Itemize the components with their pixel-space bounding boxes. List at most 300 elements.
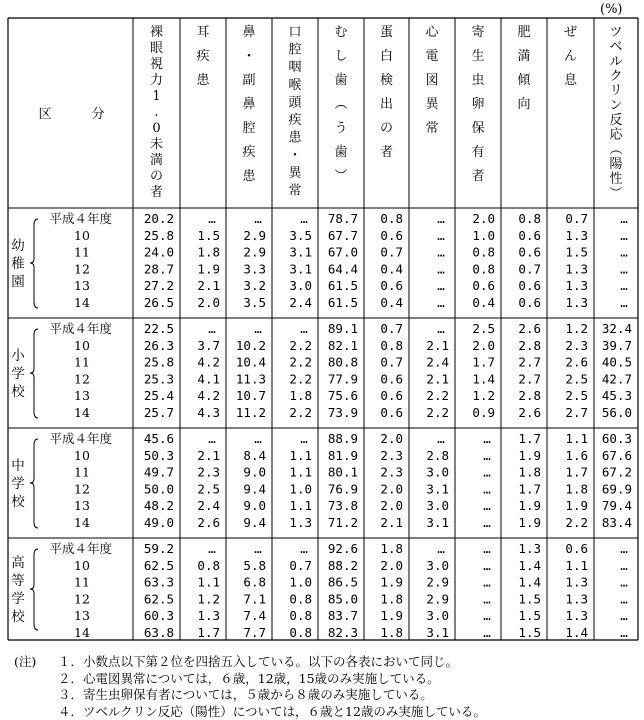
table-cell: 2.5 <box>472 321 495 336</box>
row-year: 10 <box>74 338 90 353</box>
table-row <box>49 431 632 446</box>
table-cell: 3.7 <box>197 338 220 353</box>
table-cell: 4.2 <box>197 355 220 370</box>
table-cell: 86.5 <box>328 575 358 590</box>
table-cell: 1.3 <box>565 591 588 606</box>
table-cell: 2.2 <box>289 338 312 353</box>
table-row <box>74 575 628 590</box>
table-cell: 2.0 <box>380 481 403 496</box>
table-cell: 0.4 <box>380 261 403 276</box>
table-cell: … <box>483 541 491 556</box>
table-row <box>74 591 628 606</box>
table-cell: … <box>483 591 491 606</box>
column-header-char: 歯 <box>334 144 347 160</box>
column-header-char: 寄 <box>471 24 484 40</box>
table-cell: 67.6 <box>602 448 632 463</box>
table-cell: 2.2 <box>289 371 312 386</box>
table-cell: … <box>437 321 445 336</box>
column-header-char: 蛋 <box>380 25 393 40</box>
table-cell: … <box>620 591 628 606</box>
table-cell: … <box>437 228 445 243</box>
table-cell: 3.0 <box>289 278 312 293</box>
section-name-char: 幼 <box>11 238 25 254</box>
column-header-char: 常 <box>425 120 438 136</box>
table-cell: 1.3 <box>565 278 588 293</box>
section-name-char: 高 <box>11 554 25 571</box>
row-year: 11 <box>74 245 90 260</box>
row-year: 11 <box>74 465 90 480</box>
table-cell: 6.8 <box>243 575 266 590</box>
table-cell: 42.7 <box>602 371 632 386</box>
section-4 <box>11 541 628 640</box>
table-cell: … <box>208 211 216 226</box>
table-cell: 82.1 <box>328 338 358 353</box>
table-cell: 40.5 <box>602 355 632 370</box>
table-cell: 25.8 <box>144 228 174 243</box>
table-cell: … <box>620 625 628 640</box>
table-row <box>74 448 632 463</box>
table-cell: 3.3 <box>243 261 266 276</box>
column-header-char: ツ <box>609 25 622 40</box>
table-cell: 1.5 <box>565 245 588 260</box>
table-cell: 3.0 <box>426 498 449 513</box>
table-cell: 0.9 <box>472 405 495 420</box>
table-cell: 1.0 <box>289 575 312 590</box>
table-cell: 11.3 <box>236 371 266 386</box>
table-cell: 49.0 <box>144 515 174 530</box>
table-cell: 0.6 <box>380 278 403 293</box>
table-cell: 28.7 <box>144 261 174 276</box>
table-cell: … <box>437 211 445 226</box>
column-header-char: 鼻 <box>242 96 255 112</box>
table-cell: 1.5 <box>518 591 541 606</box>
table-cell: 3.5 <box>289 228 312 243</box>
table-cell: 1.3 <box>565 575 588 590</box>
table-cell: 0.7 <box>380 355 403 370</box>
section-name-char: 中 <box>11 457 25 474</box>
table-cell: … <box>620 245 628 260</box>
table-cell: 4.1 <box>197 371 220 386</box>
note-item: ４．ツベルクリン反応（陽性）については，６歳と12歳のみ実施している。 <box>58 704 486 720</box>
table-cell: 0.7 <box>565 211 588 226</box>
table-cell: 4.2 <box>197 388 220 403</box>
section-name-char: 学 <box>11 476 25 492</box>
section-bracket <box>30 219 38 308</box>
table-cell: … <box>254 321 262 336</box>
column-header-char: 腔 <box>242 121 255 136</box>
column-header-char: 異 <box>288 166 302 181</box>
table-row <box>74 278 628 293</box>
row-year: 14 <box>74 405 90 420</box>
table-cell: 76.9 <box>328 481 358 496</box>
table-cell: 78.7 <box>328 211 358 226</box>
table-cell: 2.5 <box>565 371 588 386</box>
column-header-char: 保 <box>471 121 484 136</box>
table-cell: 2.4 <box>197 498 220 513</box>
table-cell: 9.0 <box>243 465 266 480</box>
column-header-char: の <box>150 169 163 184</box>
row-year: 12 <box>74 481 90 496</box>
section-name-char: 校 <box>11 608 25 625</box>
column-header-char: 電 <box>425 49 438 64</box>
column-header-char: リ <box>609 84 622 99</box>
table-cell: 1.9 <box>518 448 541 463</box>
column-header-char: 満 <box>517 49 530 64</box>
table-cell: 2.0 <box>380 498 403 513</box>
column-header-char: う <box>334 121 347 136</box>
table-cell: 88.9 <box>328 431 358 446</box>
table-cell: 71.2 <box>328 515 358 530</box>
row-year: 平成４年度 <box>49 541 112 556</box>
section-name-char: 学 <box>11 591 25 607</box>
table-cell: 2.1 <box>426 371 449 386</box>
table-cell: 1.8 <box>518 465 541 480</box>
table-cell: 1.1 <box>197 575 220 590</box>
table-cell: 1.8 <box>565 481 588 496</box>
table-cell: 1.7 <box>472 355 495 370</box>
note-item: ２．心電図異常については，６歳，12歳，15歳のみ実施している。 <box>58 671 486 688</box>
table-cell: … <box>208 321 216 336</box>
table-cell: 20.2 <box>144 211 174 226</box>
table-cell: 62.5 <box>144 558 174 573</box>
header-division: 分 <box>91 107 104 122</box>
table-cell: … <box>483 448 491 463</box>
table-cell: 7.4 <box>243 608 266 623</box>
table-cell: 1.3 <box>518 541 541 556</box>
column-header-char: 出 <box>380 96 393 112</box>
table-cell: 0.6 <box>518 278 541 293</box>
column-header <box>334 25 347 184</box>
table-cell: 2.1 <box>426 338 449 353</box>
column-header-char: 肥 <box>517 25 530 40</box>
row-year: 13 <box>74 388 90 403</box>
column-header-char: ︶ <box>334 169 347 184</box>
table-cell: 1.9 <box>518 498 541 513</box>
table-cell: … <box>300 541 308 556</box>
table-cell: 0.8 <box>472 245 495 260</box>
table-cell: 2.4 <box>289 295 312 310</box>
column-header-char: 反 <box>609 113 622 128</box>
table-cell: 9.4 <box>243 481 266 496</box>
table-cell: … <box>208 541 216 556</box>
column-header-char: ベ <box>609 40 622 55</box>
table-cell: … <box>620 228 628 243</box>
table-cell: 75.6 <box>328 388 358 403</box>
column-header-char: 卵 <box>471 97 484 112</box>
table-cell: 10.4 <box>236 355 266 370</box>
table-cell: 27.2 <box>144 278 174 293</box>
column-header-char: 副 <box>242 73 255 88</box>
column-header-char: 頭 <box>288 95 302 110</box>
column-header <box>380 25 393 160</box>
table-cell: 26.3 <box>144 338 174 353</box>
table-cell: 0.6 <box>380 228 403 243</box>
table-row <box>74 405 632 420</box>
table-cell: 59.2 <box>144 541 174 556</box>
table-cell: 2.2 <box>289 355 312 370</box>
table-cell: 25.8 <box>144 355 174 370</box>
table-cell: 0.7 <box>380 245 403 260</box>
row-year: 平成４年度 <box>49 321 112 336</box>
column-header-char: 喉 <box>288 78 301 93</box>
column-header-char: 異 <box>425 97 439 112</box>
table-cell: 2.6 <box>518 321 541 336</box>
table-cell: 80.1 <box>328 465 358 480</box>
table-cell: … <box>483 515 491 530</box>
table-cell: 3.0 <box>426 608 449 623</box>
table-cell: 67.7 <box>328 228 358 243</box>
table-cell: 61.5 <box>328 278 358 293</box>
table-cell: … <box>620 278 628 293</box>
column-header-char: 陽 <box>609 157 622 172</box>
column-header-char: 心 <box>425 25 439 40</box>
section-name-char: 学 <box>11 366 25 382</box>
table-cell: 2.9 <box>243 245 266 260</box>
column-header <box>609 25 623 201</box>
table-cell: 2.8 <box>518 388 541 403</box>
table-cell: 1.5 <box>518 625 541 640</box>
table-cell: 0.8 <box>518 211 541 226</box>
table-cell: 22.5 <box>144 321 174 336</box>
column-header-char: 者 <box>471 168 484 184</box>
column-header-char: 咽 <box>288 60 301 75</box>
table-cell: 1.9 <box>565 498 588 513</box>
table-cell: 0.7 <box>289 558 312 573</box>
column-header-char: 向 <box>517 97 530 112</box>
table-cell: 62.5 <box>144 591 174 606</box>
table-cell: 1.7 <box>565 465 588 480</box>
table-cell: 77.9 <box>328 371 358 386</box>
table-cell: 3.1 <box>426 515 449 530</box>
table-cell: 49.7 <box>144 465 174 480</box>
table-cell: … <box>437 245 445 260</box>
table-cell: 2.2 <box>565 515 588 530</box>
table-cell: … <box>620 541 628 556</box>
table-cell: 2.1 <box>197 278 220 293</box>
section-name-char: 稚 <box>11 255 25 272</box>
column-header-char: 者 <box>380 144 393 160</box>
table-cell: … <box>208 431 216 446</box>
column-header-char: 者 <box>150 184 163 200</box>
table-cell: 1.9 <box>380 608 403 623</box>
table-cell: … <box>620 211 628 226</box>
table-cell: 1.2 <box>565 321 588 336</box>
table-cell: 1.4 <box>518 575 541 590</box>
table-row <box>49 211 628 226</box>
table-cell: 1.9 <box>197 261 220 276</box>
table-cell: … <box>620 608 628 623</box>
row-year: 10 <box>74 558 90 573</box>
table-cell: … <box>437 261 445 276</box>
column-header-char: 有 <box>471 145 484 160</box>
table-cell: 0.6 <box>472 278 495 293</box>
table-cell: 2.7 <box>518 371 541 386</box>
table-cell: 1.1 <box>289 465 312 480</box>
section-name-char: 校 <box>11 493 25 510</box>
table-cell: 3.5 <box>243 295 266 310</box>
table-cell: 11.2 <box>236 405 266 420</box>
table-cell: 88.2 <box>328 558 358 573</box>
row-year: 平成４年度 <box>49 211 112 226</box>
table-cell: … <box>437 431 445 446</box>
table-cell: 56.0 <box>602 405 632 420</box>
column-header-char: 疾 <box>288 113 301 128</box>
table-cell: 0.8 <box>289 625 312 640</box>
table-cell: … <box>300 321 308 336</box>
table-cell: 7.7 <box>243 625 266 640</box>
table-row <box>49 541 628 556</box>
table-cell: 3.2 <box>243 278 266 293</box>
row-year: 14 <box>74 515 90 530</box>
table-cell: 1.5 <box>518 608 541 623</box>
table-cell: 0.8 <box>197 558 220 573</box>
table-cell: 10.7 <box>236 388 266 403</box>
table-cell: … <box>300 211 308 226</box>
table-cell: 1.5 <box>197 228 220 243</box>
column-header-char: 常 <box>288 182 301 198</box>
table-cell: … <box>483 498 491 513</box>
table-row <box>74 261 628 276</box>
table-cell: 1.1 <box>565 431 588 446</box>
table-cell: 0.6 <box>565 541 588 556</box>
table-row <box>74 371 632 386</box>
table-cell: 1.7 <box>518 431 541 446</box>
table-cell: 2.0 <box>380 558 403 573</box>
table-row <box>74 498 632 513</box>
table-cell: 1.3 <box>565 295 588 310</box>
table-cell: 9.4 <box>243 515 266 530</box>
table-cell: 0.6 <box>380 388 403 403</box>
table-cell: 1.2 <box>472 388 495 403</box>
table-cell: 85.0 <box>328 591 358 606</box>
table-cell: 0.4 <box>380 295 403 310</box>
table-cell: 3.1 <box>289 245 312 260</box>
table-row <box>49 321 632 336</box>
table-cell: 8.4 <box>243 448 266 463</box>
table-cell: 0.4 <box>472 295 495 310</box>
table-cell: … <box>254 211 262 226</box>
table-cell: 2.7 <box>565 405 588 420</box>
table-cell: 3.1 <box>289 261 312 276</box>
column-header-char: 耳 <box>196 25 209 40</box>
table-cell: 92.6 <box>328 541 358 556</box>
table-row <box>74 481 632 496</box>
table-cell: … <box>437 278 445 293</box>
table-cell: … <box>300 431 308 446</box>
column-header-char: ん <box>564 49 577 64</box>
column-header-char: 未 <box>150 136 163 152</box>
table-cell: … <box>254 541 262 556</box>
table-cell: 2.2 <box>289 405 312 420</box>
table-cell: … <box>483 608 491 623</box>
column-header-char: 0 <box>152 121 160 136</box>
table-cell: 7.1 <box>243 591 266 606</box>
table-cell: 10.2 <box>236 338 266 353</box>
table-cell: 9.0 <box>243 498 266 513</box>
table-cell: 25.4 <box>144 388 174 403</box>
column-header-char: ル <box>609 54 622 69</box>
table-cell: … <box>620 558 628 573</box>
row-year: 10 <box>74 228 90 243</box>
table-cell: 1.0 <box>472 228 495 243</box>
table-cell: … <box>483 431 491 446</box>
row-year: 14 <box>74 625 90 640</box>
table-cell: 60.3 <box>144 608 174 623</box>
column-header-char: 患 <box>288 130 302 146</box>
table-cell: 0.6 <box>518 245 541 260</box>
section-1 <box>11 211 628 310</box>
table-cell: 2.3 <box>565 338 588 353</box>
column-header-char: 図 <box>425 73 438 88</box>
table-header <box>38 24 623 201</box>
table-cell: 2.9 <box>243 228 266 243</box>
section-2 <box>11 321 632 420</box>
table-cell: 67.0 <box>328 245 358 260</box>
table-cell: 26.5 <box>144 295 174 310</box>
column-header <box>471 24 484 184</box>
column-header-char: . <box>154 105 158 120</box>
table-cell: 83.4 <box>602 515 632 530</box>
table-cell: 2.6 <box>518 405 541 420</box>
table-cell: 2.3 <box>197 465 220 480</box>
column-header-char: 1 <box>152 89 160 104</box>
table-cell: 1.8 <box>380 625 403 640</box>
row-year: 14 <box>74 295 90 310</box>
table-row <box>74 515 632 530</box>
section-bracket <box>30 329 38 418</box>
table-cell: 39.7 <box>602 338 632 353</box>
column-header-char: 鼻 <box>242 24 255 40</box>
table-cell: 1.3 <box>565 608 588 623</box>
table-cell: 63.3 <box>144 575 174 590</box>
table-cell: 63.8 <box>144 625 174 640</box>
table-body <box>11 211 632 640</box>
table-cell: 1.3 <box>565 228 588 243</box>
table-cell: 2.6 <box>565 355 588 370</box>
table-cell: 2.0 <box>472 338 495 353</box>
table-cell: … <box>483 481 491 496</box>
column-header-char: ︵ <box>609 142 622 157</box>
column-header-char: 力 <box>150 72 163 88</box>
table-cell: 2.5 <box>565 388 588 403</box>
table-cell: 2.3 <box>380 448 403 463</box>
table-cell: 2.9 <box>426 575 449 590</box>
column-header-char: む <box>334 25 347 40</box>
column-header-char: 性 <box>609 171 622 187</box>
table-cell: 1.4 <box>472 371 495 386</box>
column-header <box>564 25 578 88</box>
table-cell: 24.0 <box>144 245 174 260</box>
table-cell: 2.0 <box>380 431 403 446</box>
column-header-char: ︵ <box>334 97 347 112</box>
column-header-char: 満 <box>150 153 163 168</box>
table-cell: 5.8 <box>243 558 266 573</box>
table-cell: 2.1 <box>197 448 220 463</box>
column-header-char: 白 <box>380 49 393 64</box>
table-cell: 2.1 <box>380 515 403 530</box>
table-cell: 1.4 <box>565 625 588 640</box>
table-cell: 1.4 <box>518 558 541 573</box>
unit-label: (%) <box>600 2 623 17</box>
table-cell: … <box>620 575 628 590</box>
table-cell: 3.0 <box>426 558 449 573</box>
row-year: 10 <box>74 448 90 463</box>
table-row <box>74 355 632 370</box>
column-header-char: ぜ <box>564 25 577 40</box>
table-cell: 2.3 <box>380 465 403 480</box>
table-cell: 0.6 <box>518 228 541 243</box>
table-row <box>74 465 632 480</box>
